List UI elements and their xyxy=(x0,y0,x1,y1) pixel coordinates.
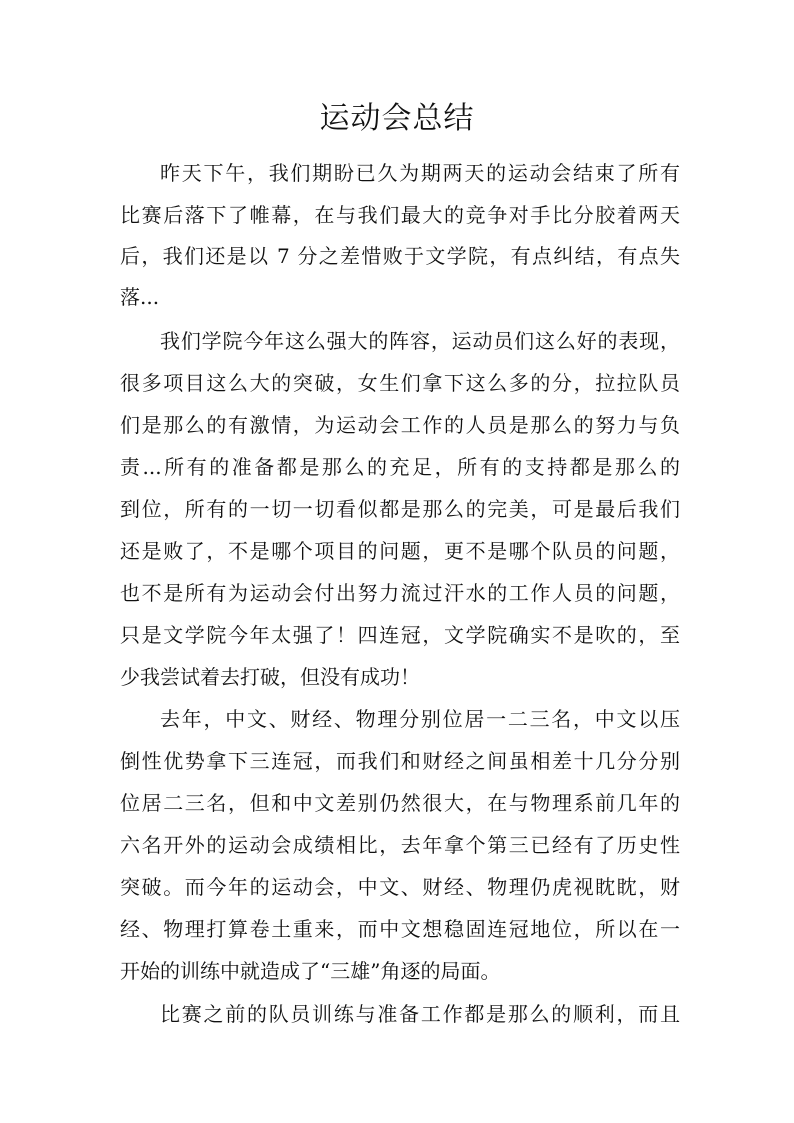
paragraph-line: 也不是所有为运动会付出努力流过汗水的工作人员的问题， xyxy=(120,581,680,605)
paragraph-line: 后，我们还是以 7 分之差惜败于文学院，有点纠结，有点失 xyxy=(120,244,680,268)
paragraph-line: 落... xyxy=(120,285,160,309)
paragraph-line: 倒性优势拿下三连冠，而我们和财经之间虽相差十几分分别 xyxy=(120,749,680,773)
paragraph-line: 很多项目这么大的突破，女生们拿下这么多的分，拉拉队员 xyxy=(120,371,680,395)
paragraph-line: 少我尝试着去打破，但没有成功！ xyxy=(120,665,420,689)
paragraph-line: 开始的训练中就造成了“三雄”角逐的局面。 xyxy=(120,959,501,983)
paragraph-line: 六名开外的运动会成绩相比，去年拿个第三已经有了历史性 xyxy=(120,833,680,857)
paragraph-line: 我们学院今年这么强大的阵容，运动员们这么好的表现， xyxy=(160,329,680,353)
paragraph-line: 们是那么的有激情，为运动会工作的人员是那么的努力与负 xyxy=(120,413,680,437)
paragraph-line: 到位，所有的一切一切看似都是那么的完美，可是最后我们 xyxy=(120,497,680,521)
paragraph-line: 经、物理打算卷土重来，而中文想稳固连冠地位，所以在一 xyxy=(120,917,680,941)
paragraph-line: 责...所有的准备都是那么的充足，所有的支持都是那么的 xyxy=(120,455,680,479)
paragraph-line: 只是文学院今年太强了！四连冠，文学院确实不是吹的，至 xyxy=(120,623,680,647)
paragraph-line: 昨天下午，我们期盼已久为期两天的运动会结束了所有 xyxy=(160,161,680,185)
paragraph-line: 比赛之前的队员训练与准备工作都是那么的顺利，而且 xyxy=(160,1002,680,1026)
paragraph-line: 还是败了，不是哪个项目的问题，更不是哪个队员的问题， xyxy=(120,539,680,563)
paragraph-line: 比赛后落下了帷幕，在与我们最大的竞争对手比分胶着两天 xyxy=(120,203,680,227)
paragraph-line: 去年，中文、财经、物理分别位居一二三名，中文以压 xyxy=(160,707,680,731)
document-title: 运动会总结 xyxy=(319,101,475,136)
paragraph-line: 突破。而今年的运动会，中文、财经、物理仍虎视眈眈，财 xyxy=(120,875,680,899)
paragraph-line: 位居二三名，但和中文差别仍然很大，在与物理系前几年的 xyxy=(120,791,680,815)
